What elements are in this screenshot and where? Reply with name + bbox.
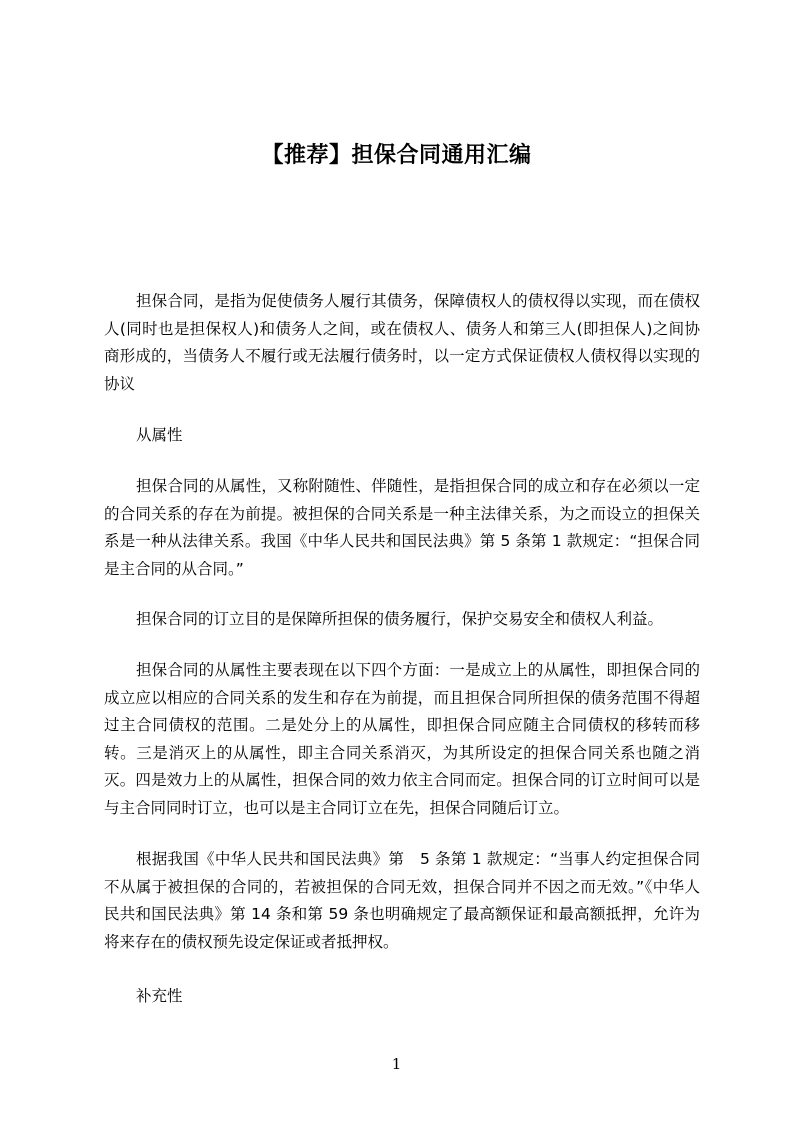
paragraph-purpose: 担保合同的订立目的是保障所担保的债务履行，保护交易安全和债权人利益。 xyxy=(136,610,664,628)
document-title: 【推荐】担保合同通用汇编 xyxy=(261,143,532,168)
paragraph-definition: 担保合同，是指为促使债务人履行其债务，保障债权人的债权得以实现，而在债权人(同时也是担保权人)和债务人之间，或在债权人、债务人和第三人(即担保人)之间协商形成的，当债务人不履行或无法履行债务时，以一定方式保证债权人债权得以实现的协议 xyxy=(104,292,700,393)
paragraph-legal-basis: 根据我国《中华人民共和国民法典》第 5 条第 1 款规定：“当事人约定担保合同不从属于被担保的合同的，若被担保的合同无效，担保合同并不因之而无效。”《中华人民共和国民法典》第 14 条和第 59 条也明确规定了最高额保证和最高额抵押，允许为将来存在的债权预先设定保证或者抵押权。 xyxy=(104,850,700,951)
page-number: 1 xyxy=(391,1055,402,1073)
section-heading-subordination: 从属性 xyxy=(136,426,183,444)
paragraph-four-aspects: 担保合同的从属性主要表现在以下四个方面：一是成立上的从属性，即担保合同的成立应以相应的合同关系的发生和存在为前提，而且担保合同所担保的债务范围不得超过主合同债权的范围。二是处分上的从属性，即担保合同应随主合同债权的移转而移转。三是消灭上的从属性，即主合同关系消灭，为其所设定的担保合同关系也随之消灭。四是效力上的从属性，担保合同的效力依主合同而定。担保合同的订立时间可以是与主合同同时订立，也可以是主合同订立在先，担保合同随后订立。 xyxy=(104,661,700,817)
section-heading-supplementary: 补充性 xyxy=(136,987,183,1005)
paragraph-subordination: 担保合同的从属性，又称附随性、伴随性，是指担保合同的成立和存在必须以一定的合同关系的存在为前提。被担保的合同关系是一种主法律关系，为之而设立的担保关系是一种从法律关系。我国《中华人民共和国民法典》第 5 条第 1 款规定：“担保合同是主合同的从合同。” xyxy=(104,477,700,578)
